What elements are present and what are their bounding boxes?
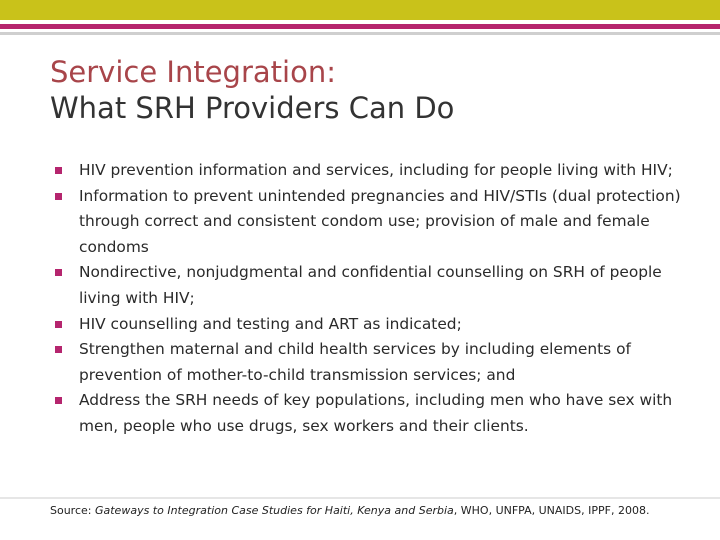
bullet-text: Strengthen maternal and child health services by including elements of prevention of mother-to-child transmission services; and: [79, 340, 631, 384]
top-color-band: [0, 0, 720, 20]
bullet-text: Information to prevent unintended pregnancies and HIV/STIs (dual protection) through correct and consistent condom use; provision of male and female condoms: [79, 186, 681, 256]
bullet-text: HIV prevention information and services, including for people living with HIV;: [79, 161, 673, 179]
bullet-item: [52, 158, 702, 184]
square-bullet-icon: [55, 321, 62, 328]
bullet-list: [52, 158, 702, 440]
bullet-text: Nondirective, nonjudgmental and confidential counselling on SRH of people living with HIV;: [79, 263, 662, 307]
bullet-text: HIV counselling and testing and ART as indicated;: [79, 314, 462, 333]
bullet-item: [52, 260, 702, 311]
bullet-text: Address the SRH needs of key populations, including men who have sex with men, people who use drugs, sex workers and their clients.: [79, 391, 673, 435]
source-suffix: , WHO, UNFPA, UNAIDS, IPPF, 2008.: [453, 504, 650, 517]
square-bullet-icon: [55, 397, 62, 404]
title-line-1: Service Integration:: [50, 55, 336, 89]
square-bullet-icon: [55, 193, 62, 200]
footer-divider: [0, 497, 720, 499]
title-line-2: What SRH Providers Can Do: [50, 91, 455, 125]
bullet-item: [52, 312, 702, 338]
square-bullet-icon: [55, 167, 62, 174]
source-title: Gateways to Integration Case Studies for Haiti, Kenya and Serbia: [94, 504, 454, 517]
source-citation: [50, 503, 710, 519]
top-grey-stripe: [0, 32, 720, 35]
square-bullet-icon: [55, 346, 62, 353]
bullet-item: [52, 388, 702, 439]
slide-title: [50, 54, 690, 126]
top-accent-stripe: [0, 24, 720, 29]
source-prefix: Source:: [50, 504, 95, 517]
square-bullet-icon: [55, 269, 62, 276]
bullet-item: [52, 337, 702, 388]
bullet-item: [52, 184, 702, 261]
